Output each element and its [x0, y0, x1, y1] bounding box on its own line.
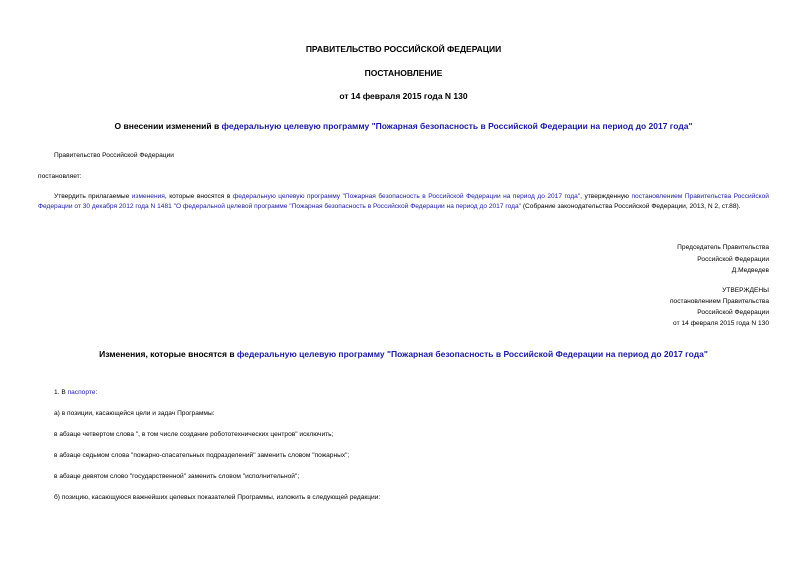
approve-paragraph	[38, 192, 769, 213]
item-a: а) в позиции, касающейся цели и задач Программы:	[54, 410, 215, 417]
signature-position: Председатель Правительства	[677, 244, 769, 251]
item-b: б) позицию, касающуюся важнейших целевых показателей Программы, изложить в следующей редакции:	[54, 494, 381, 501]
document-date-number: от 14 февраля 2015 года N 130	[339, 91, 468, 101]
item-1	[54, 389, 97, 396]
approve-text-1: Утвердить прилагаемые	[54, 193, 132, 200]
resolution-1481-link[interactable]: постановлением Правительства Российской Федерации от 30 декабря 2012 года N 1481 "О федеральной целевой программе "Пожарная безопасность в Российской Федерации на период до 2017 года"	[38, 193, 769, 211]
approve-text-4: (Собрание законодательства Российской Федерации, 2013, N 2, ст.88).	[520, 203, 741, 211]
program-link-2[interactable]: федеральную целевую программу "Пожарная безопасность в Российской Федерации на период до 2017 года"	[232, 193, 581, 200]
program-link[interactable]: федеральную целевую программу "Пожарная безопасность в Российской Федерации на период до 2017 года"	[221, 121, 693, 131]
approved-heading: УТВЕРЖДЕНЫ	[722, 287, 769, 294]
changes-link[interactable]: изменения	[131, 193, 165, 200]
changes-title-prefix: Изменения, которые вносятся в	[99, 349, 237, 359]
approved-by: постановлением Правительства	[669, 298, 769, 305]
signature-country: Российской Федерации	[697, 256, 769, 263]
item-a-2: в абзаце седьмом слова "пожарно-спасательных подразделений" заменить словом "пожарных";	[54, 452, 350, 459]
changes-program-link[interactable]: федеральную целевую программу "Пожарная безопасность в Российской Федерации на период до 2017 года"	[236, 349, 708, 359]
approved-date: от 14 февраля 2015 года N 130	[673, 320, 769, 327]
document-title	[0, 121, 807, 131]
changes-title	[0, 349, 807, 359]
item-1-suffix: :	[95, 389, 98, 396]
approved-country: Российской Федерации	[697, 309, 769, 316]
item-1-prefix: 1. В	[54, 389, 68, 396]
government-line: Правительство Российской Федерации	[54, 152, 174, 159]
resolves-line: постановляет:	[38, 173, 82, 180]
approve-text-2: , которые вносятся в	[164, 193, 233, 200]
signature-name: Д.Медведев	[731, 267, 769, 274]
item-a-3: в абзаце девятом слово "государственной" заменить словом "исполнительной";	[54, 473, 300, 480]
approve-text-3: , утвержденную	[580, 193, 632, 200]
passport-link[interactable]: паспорте	[67, 389, 96, 396]
document-title-prefix: О внесении изменений в	[114, 121, 222, 131]
document-type: ПОСТАНОВЛЕНИЕ	[364, 68, 443, 78]
government-heading: ПРАВИТЕЛЬСТВО РОССИЙСКОЙ ФЕДЕРАЦИИ	[305, 44, 502, 54]
item-a-1: в абзаце четвертом слова ", в том числе создание робототехнических центров" исключить;	[54, 431, 334, 438]
